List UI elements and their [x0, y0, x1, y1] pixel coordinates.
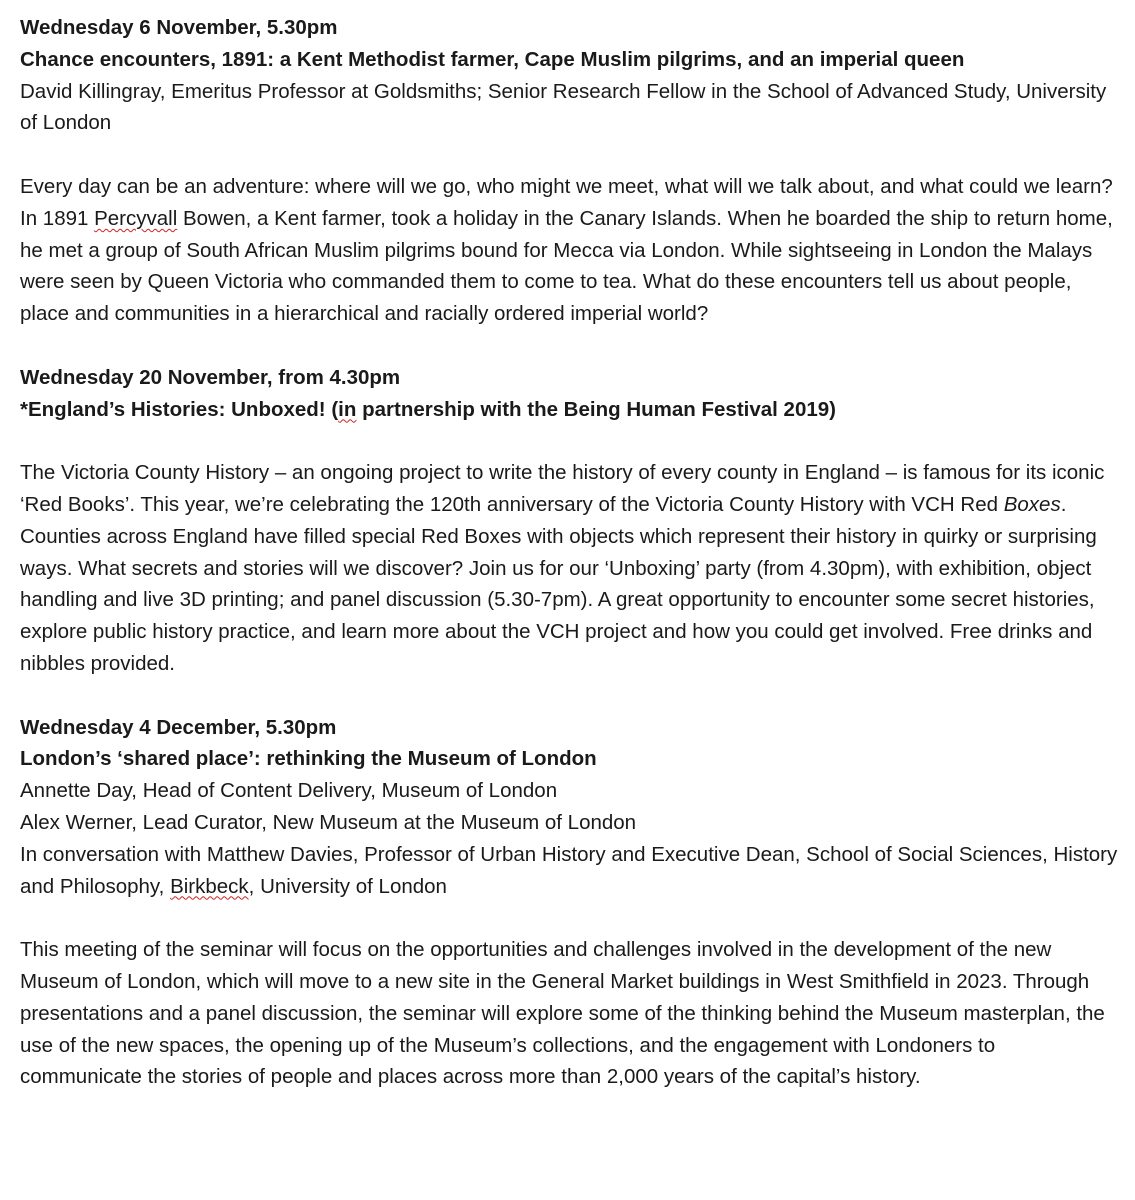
spellcheck-flagged-word[interactable]: in [338, 397, 357, 421]
event-date: Wednesday 4 December, 5.30pm [20, 715, 337, 739]
event-title [20, 394, 1120, 426]
paragraph-spacer [20, 139, 1120, 171]
spellcheck-flagged-word[interactable]: Percyvall [94, 206, 178, 230]
event-description [20, 457, 1120, 680]
description-text: Bowen, a Kent farmer, took a holiday in the Canary Islands. When he boarded the ship to return home, he met a group of South African Muslim pilgrims bound for Mecca via London. While sightseeing in London the Malays were seen by Queen Victoria who commanded them to come to tea. What do these encounters tell us about people, place and communities in a hierarchical and racially ordered imperial world? [20, 206, 1113, 326]
event-conversation [20, 839, 1120, 903]
title-text: partnership with the Being Human Festival 2019) [356, 397, 836, 421]
conversation-text: In conversation with Matthew Davies, Professor of Urban History and Executive Dean, School of Social Sciences, History and Philosophy, [20, 842, 1118, 898]
description-text: Every day can be an adventure: where will we go, who might we meet, what will we talk about, and what could we learn? In 1891 [20, 174, 1113, 230]
event-date: Wednesday 6 November, 5.30pm [20, 16, 338, 39]
paragraph-spacer [20, 330, 1120, 362]
description-text: . Counties across England have filled special Red Boxes with objects which represent their history in quirky or surprising ways. What secrets and stories will we discover? Join us for our ‘Unboxing’ party (from 4.30pm), with exhibition, object handling and live 3D printing; and panel discussion (5.30-7pm). A great opportunity to encounter some secret histories, explore public history practice, and learn more about the VCH project and how you could get involved. Free drinks and nibbles provided. [20, 492, 1097, 675]
paragraph-spacer [20, 680, 1120, 712]
paragraph-spacer [20, 902, 1120, 934]
title-text: *England’s Histories: Unboxed! ( [20, 397, 339, 421]
paragraph-spacer [20, 425, 1120, 457]
event-title: London’s ‘shared place’: rethinking the Museum of London [20, 747, 597, 771]
italic-word: Boxes [1003, 492, 1061, 516]
event-description [20, 171, 1120, 330]
event-speaker: Annette Day, Head of Content Delivery, Museum of London [20, 779, 558, 803]
event-speaker: David Killingray, Emeritus Professor at Goldsmiths; Senior Research Fellow in the School of Advanced Study, University of London [20, 79, 1107, 135]
document-body [20, 12, 1120, 1093]
spellcheck-flagged-word[interactable]: Birkbeck [170, 874, 249, 898]
event-speaker: Alex Werner, Lead Curator, New Museum at the Museum of London [20, 810, 637, 834]
description-text: The Victoria County History – an ongoing project to write the history of every county in England – is famous for its iconic ‘Red Books’. This year, we’re celebrating the 120th anniversary of the Victoria County History with VCH Red [20, 461, 1105, 516]
event-title: Chance encounters, 1891: a Kent Methodist farmer, Cape Muslim pilgrims, and an imperial queen [20, 47, 965, 71]
event-date: Wednesday 20 November, from 4.30pm [20, 365, 401, 389]
event-description: This meeting of the seminar will focus on the opportunities and challenges involved in the development of the new Museum of London, which will move to a new site in the General Market buildings in West Smithfield in 2023. Through presentations and a panel discussion, the seminar will explore some of the thinking behind the Museum masterplan, the use of the new spaces, the opening up of the Museum’s collections, and the engagement with Londoners to communicate the stories of people and places across more than 2,000 years of the capital’s history. [20, 938, 1105, 1089]
conversation-text: , University of London [248, 874, 447, 898]
